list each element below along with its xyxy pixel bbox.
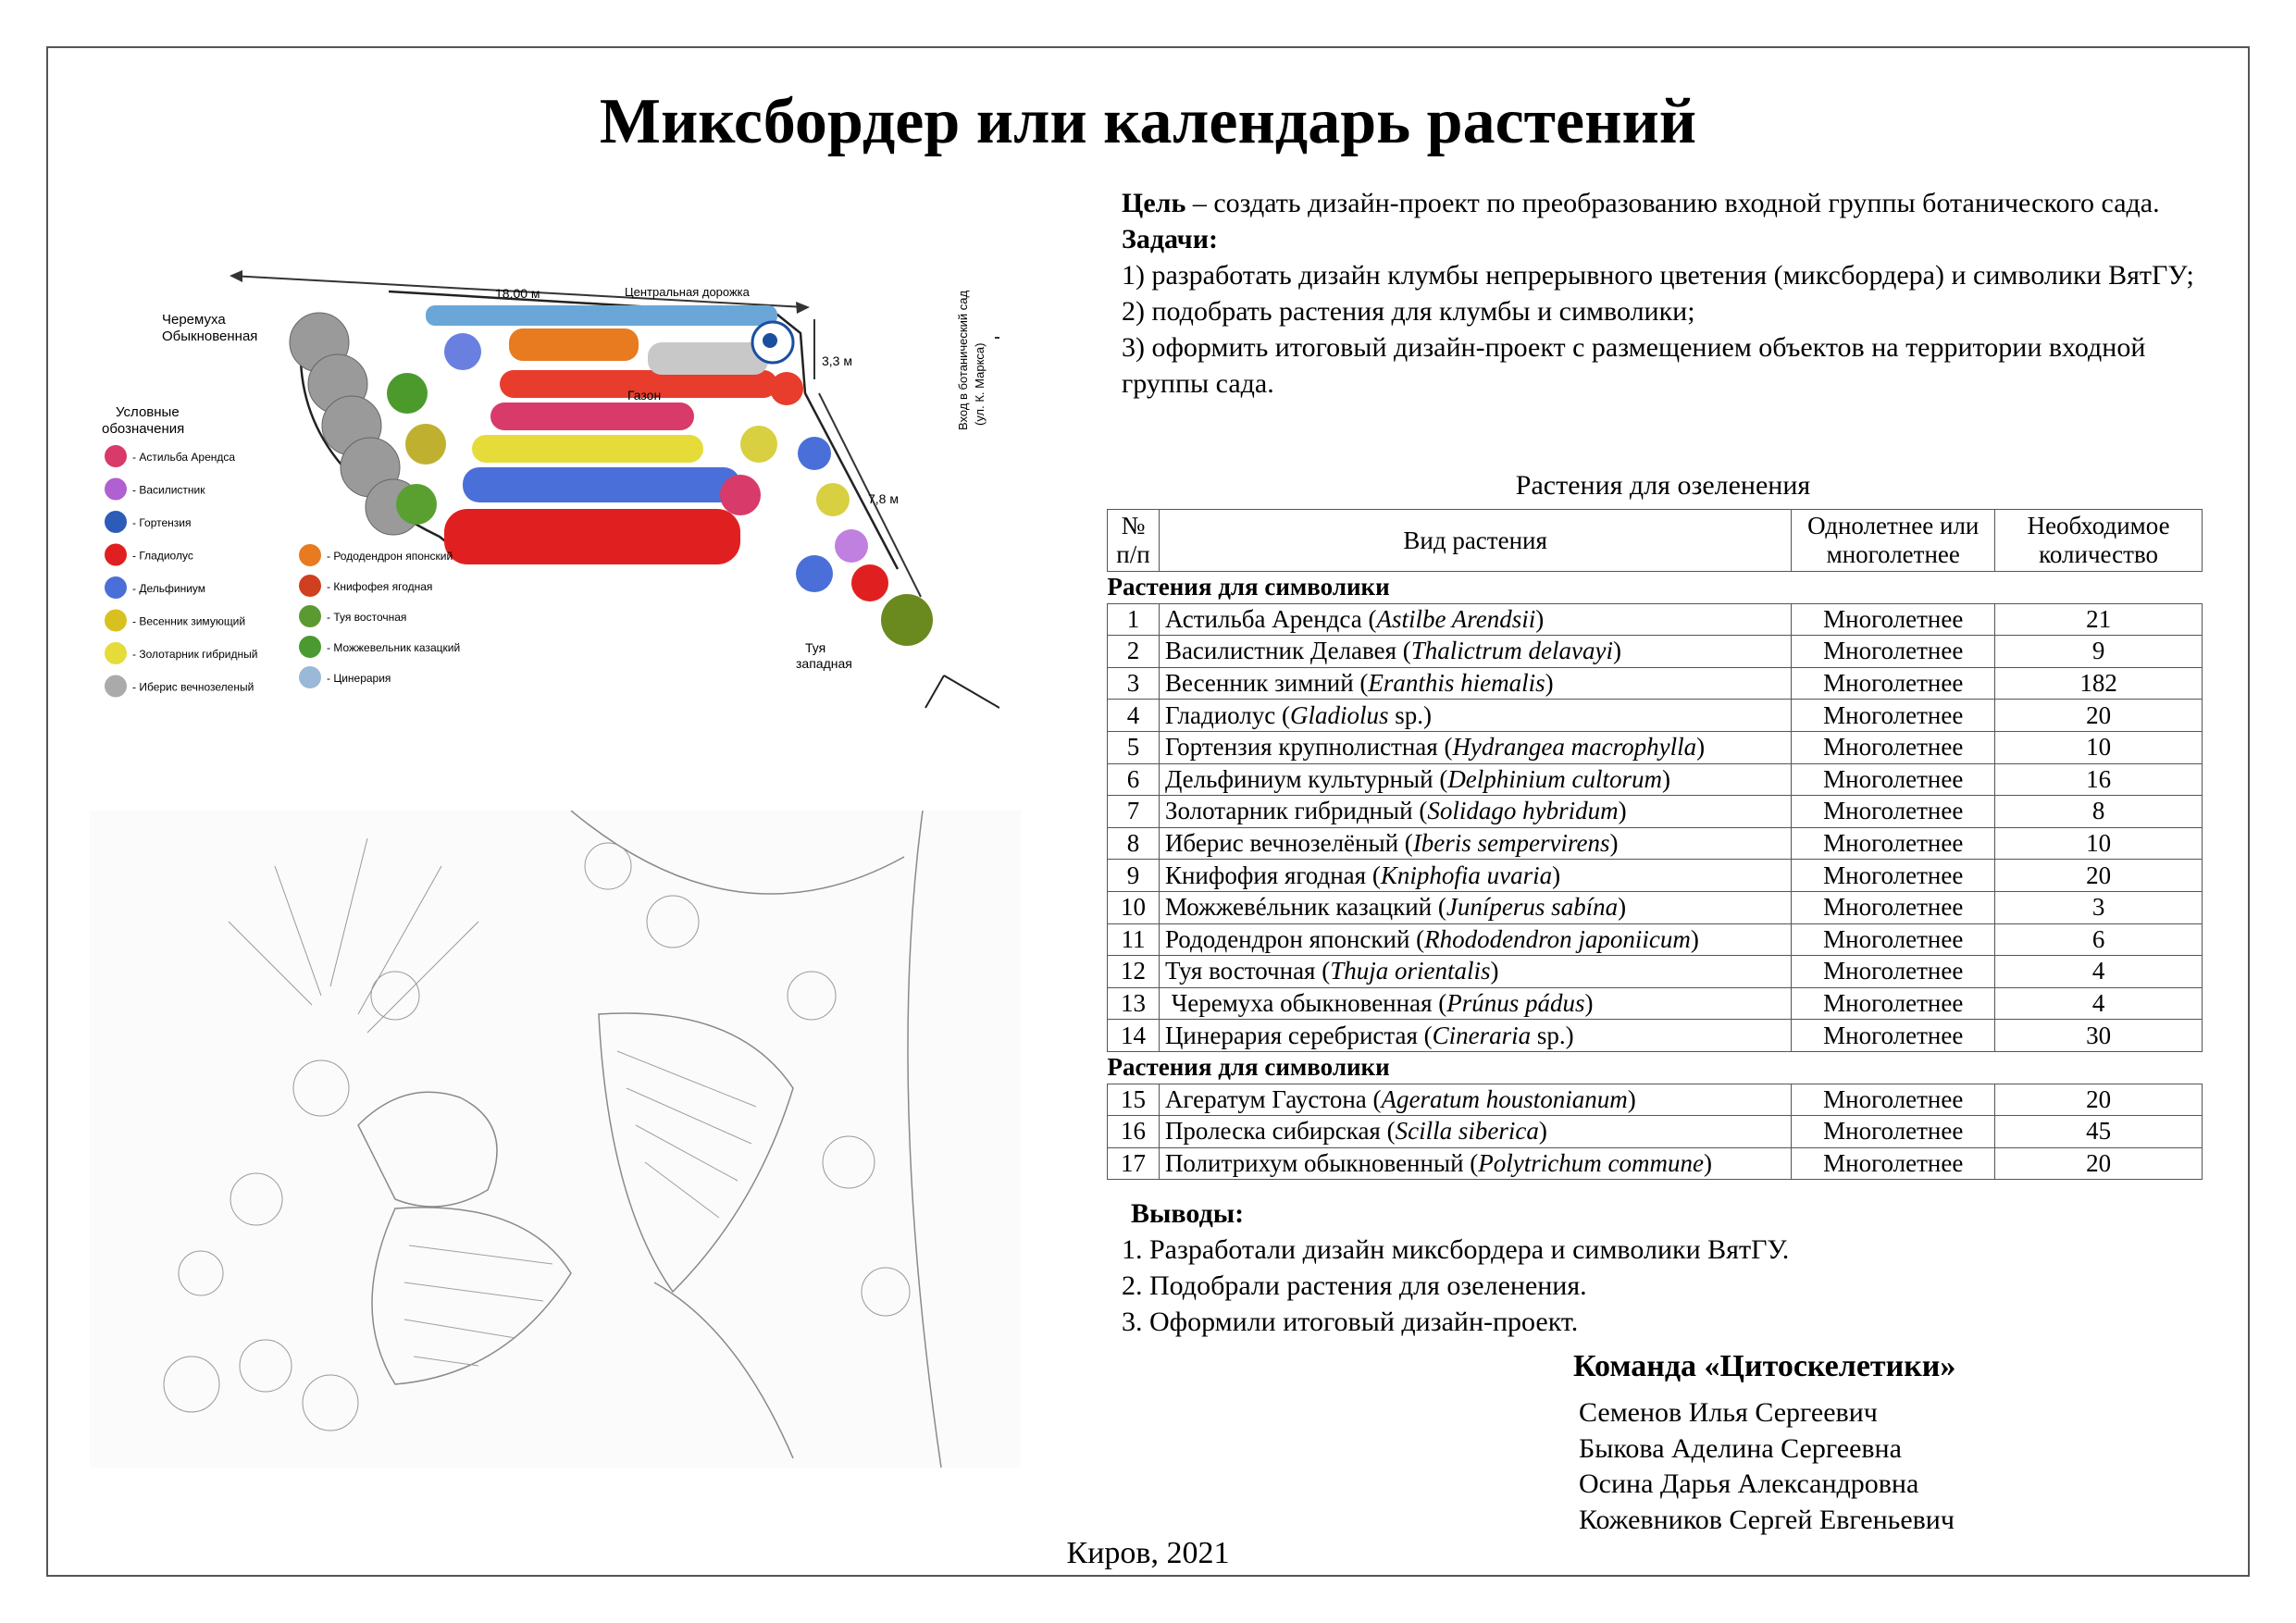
- cell-species: [1159, 1084, 1791, 1116]
- conclusions-title: Выводы:: [1131, 1198, 1245, 1229]
- legend-swatch: [105, 478, 127, 501]
- team-members: [1579, 1395, 1955, 1538]
- cell-species: [1159, 731, 1791, 763]
- species-tail: ): [1627, 1084, 1636, 1113]
- cell-species: [1159, 923, 1791, 956]
- cell-num: 6: [1108, 763, 1160, 796]
- legend-title: Условные обозначения: [102, 404, 185, 437]
- table-section-row: [1108, 1051, 2203, 1084]
- species-name: Туя восточная (: [1164, 957, 1331, 985]
- legend-swatch: [105, 445, 127, 467]
- cell-type: Многолетнее: [1792, 763, 1995, 796]
- dim-diag-label: 7,8 м: [868, 491, 899, 506]
- table-row: [1108, 923, 2203, 956]
- cell-num: 11: [1108, 923, 1160, 956]
- cell-qty: 30: [1995, 1020, 2203, 1052]
- cell-type: Многолетнее: [1792, 987, 1995, 1020]
- cell-qty: 20: [1995, 1147, 2203, 1180]
- species-tail: ): [1618, 893, 1627, 922]
- member-3: Осина Дарья Александровна: [1579, 1468, 1919, 1499]
- table-row: [1108, 796, 2203, 828]
- species-latin: Cineraria: [1432, 1021, 1532, 1049]
- cell-num: 15: [1108, 1084, 1160, 1116]
- species-name: Гладиолус (: [1164, 700, 1291, 729]
- pencil-sketch: [90, 811, 1021, 1468]
- cell-type: Многолетнее: [1792, 603, 1995, 636]
- cell-type: Многолетнее: [1792, 700, 1995, 732]
- cell-qty: 20: [1995, 1084, 2203, 1116]
- species-latin: Delphinium cultorum: [1447, 764, 1663, 793]
- cell-type: Многолетнее: [1792, 827, 1995, 860]
- legend-item: - Золотарник гибридный: [132, 648, 258, 661]
- species-latin: Thuja orientalis: [1330, 957, 1491, 985]
- cell-qty: 3: [1995, 891, 2203, 923]
- cell-type: Многолетнее: [1792, 796, 1995, 828]
- table-row: [1108, 667, 2203, 700]
- corner-line-2: [944, 675, 999, 708]
- species-tail: ): [1490, 957, 1499, 985]
- species-latin: Polytrichum commune: [1478, 1148, 1704, 1177]
- cell-species: [1159, 1020, 1791, 1052]
- cell-num: 17: [1108, 1147, 1160, 1180]
- legend-item: - Астильба Арендса: [132, 451, 236, 464]
- cell-species: [1159, 987, 1791, 1020]
- legend-swatch: [105, 675, 127, 698]
- cell-species: [1159, 636, 1791, 668]
- arrow-right-icon: [796, 302, 810, 314]
- species-latin: Astilbe Arendsii: [1376, 604, 1536, 633]
- cell-num: 2: [1108, 636, 1160, 668]
- legend-item: - Рододендрон японский: [327, 550, 453, 563]
- species-latin: Solidago hybridum: [1427, 797, 1619, 825]
- species-tail: ): [1552, 861, 1561, 889]
- cell-num: 12: [1108, 956, 1160, 988]
- cell-type: Многолетнее: [1792, 731, 1995, 763]
- species-tail: ): [1618, 797, 1627, 825]
- species-tail: ): [1690, 924, 1699, 953]
- species-tail: sp.): [1531, 1021, 1574, 1049]
- corner-line: [925, 675, 944, 708]
- cell-qty: 16: [1995, 763, 2203, 796]
- cell-num: 14: [1108, 1020, 1160, 1052]
- header-species: Вид растения: [1159, 510, 1791, 572]
- header-qty: Необходимое количество: [1995, 510, 2203, 572]
- thuja-label: Туя западная: [796, 640, 852, 671]
- species-tail: sp.): [1388, 700, 1433, 729]
- cell-species: [1159, 860, 1791, 892]
- legend-item: - Дельфиниум: [132, 582, 206, 595]
- cell-qty: 10: [1995, 731, 2203, 763]
- table-row: [1108, 1020, 2203, 1052]
- species-latin: Thalictrum delavayi: [1410, 637, 1613, 665]
- legend-item: - Туя восточная: [327, 611, 407, 624]
- species-name: Агератум Гаустона (: [1164, 1084, 1382, 1113]
- table-row: [1108, 956, 2203, 988]
- cell-qty: 182: [1995, 667, 2203, 700]
- cell-num: 5: [1108, 731, 1160, 763]
- legend-swatch: [105, 544, 127, 566]
- section-title: Растения для символики: [1108, 572, 2203, 604]
- species-latin: Eranthis hiemalis: [1368, 669, 1545, 698]
- species-name: Гортензия крупнолистная (: [1164, 733, 1453, 762]
- legend-item: - Иберис вечнозеленый: [132, 680, 254, 694]
- conclusion-2: 2. Подобрали растения для озеленения.: [1122, 1270, 1587, 1301]
- legend-swatch: [299, 544, 321, 566]
- species-tail: ): [1612, 637, 1621, 665]
- goal-label: Цель: [1122, 188, 1186, 218]
- legend-swatch: [105, 511, 127, 533]
- dim-top-label: 18.00 м: [495, 286, 540, 301]
- member-1: Семенов Илья Сергеевич: [1579, 1397, 1878, 1428]
- cell-qty: 20: [1995, 860, 2203, 892]
- species-name: Можжевéльник казацкий (: [1164, 893, 1446, 922]
- cell-num: 13: [1108, 987, 1160, 1020]
- cell-num: 7: [1108, 796, 1160, 828]
- goal-text: – создать дизайн-проект по преобразованию входной группы ботанического сада.: [1185, 188, 2160, 218]
- species-latin: Iberis sempervirens: [1412, 829, 1610, 858]
- table-row: [1108, 731, 2203, 763]
- species-latin: Scilla siberica: [1395, 1117, 1539, 1146]
- cell-type: Многолетнее: [1792, 923, 1995, 956]
- table-header-row: [1108, 510, 2203, 572]
- species-latin: Kniphofia uvaria: [1380, 861, 1553, 889]
- species-name: Дельфиниум культурный (: [1164, 764, 1448, 793]
- cell-species: [1159, 667, 1791, 700]
- cell-species: [1159, 700, 1791, 732]
- species-tail: ): [1662, 764, 1671, 793]
- dim-right-label: 3,3 м: [822, 353, 852, 368]
- team-title: Команда «Цитоскелетики»: [1573, 1349, 1956, 1383]
- table-row: [1108, 987, 2203, 1020]
- cell-species: [1159, 603, 1791, 636]
- species-tail: ): [1538, 1117, 1547, 1146]
- legend-item: - Весенник зимующий: [132, 614, 246, 628]
- goal-block: [1122, 185, 2223, 402]
- species-name: Черемуха обыкновенная (: [1164, 989, 1447, 1018]
- arrow-left-icon: [230, 270, 242, 282]
- cell-num: 10: [1108, 891, 1160, 923]
- conclusion-1: 1. Разработали дизайн миксбордера и символики ВятГУ.: [1122, 1234, 1790, 1265]
- cell-species: [1159, 956, 1791, 988]
- lawn-label: Газон: [627, 388, 662, 403]
- legend-item: - Гортензия: [132, 516, 192, 529]
- cell-qty: 10: [1995, 827, 2203, 860]
- conclusion-3: 3. Оформили итоговый дизайн-проект.: [1122, 1307, 1579, 1337]
- species-name: Василистник Делавея (: [1164, 637, 1411, 665]
- legend-swatch: [105, 576, 127, 599]
- species-latin: Hydrangea macrophylla: [1452, 733, 1697, 762]
- legend-left: [105, 445, 257, 698]
- table-row: [1108, 603, 2203, 636]
- species-name: Пролеска сибирская (: [1164, 1117, 1396, 1146]
- table-row: [1108, 1147, 2203, 1180]
- cell-species: [1159, 891, 1791, 923]
- species-tail: ): [1609, 829, 1619, 858]
- cell-type: Многолетнее: [1792, 1020, 1995, 1052]
- tasks-label: Задачи:: [1122, 224, 1219, 254]
- cell-species: [1159, 1116, 1791, 1148]
- cell-qty: 4: [1995, 987, 2203, 1020]
- cell-num: 9: [1108, 860, 1160, 892]
- legend-item: - Можжевельник казацкий: [327, 641, 461, 654]
- cell-num: 16: [1108, 1116, 1160, 1148]
- legend-swatch: [105, 642, 127, 664]
- cell-qty: 45: [1995, 1116, 2203, 1148]
- table-row: [1108, 1116, 2203, 1148]
- plants-table: [1107, 509, 2203, 1180]
- species-name: Книфофия ягодная (: [1164, 861, 1381, 889]
- task-2: 2) подобрать растения для клумбы и символики;: [1122, 296, 1695, 327]
- species-name: Золотарник гибридный (: [1164, 797, 1428, 825]
- species-latin: Ageratum houstonianum: [1381, 1084, 1628, 1113]
- species-latin: Gladiolus: [1290, 700, 1389, 729]
- cell-type: Многолетнее: [1792, 1116, 1995, 1148]
- legend-item: - Цинерария: [327, 672, 391, 685]
- table-row: [1108, 763, 2203, 796]
- legend-item: - Гладиолус: [132, 549, 193, 563]
- cell-qty: 8: [1995, 796, 2203, 828]
- conclusions: [1122, 1196, 1789, 1340]
- entrance-label: Вход в ботанический сад (ул. К. Маркса): [956, 290, 987, 430]
- cell-species: [1159, 763, 1791, 796]
- logo-dot: [763, 333, 777, 348]
- species-latin: Prúnus pádus: [1446, 989, 1585, 1018]
- legend-swatch: [299, 575, 321, 597]
- cell-species: [1159, 796, 1791, 828]
- cell-qty: 6: [1995, 923, 2203, 956]
- species-name: Рододендрон японский (: [1164, 924, 1425, 953]
- cell-num: 4: [1108, 700, 1160, 732]
- task-1: 1) разработать дизайн клумбы непрерывного цветения (миксбордера) и символики ВятГУ;: [1122, 260, 2194, 291]
- cell-qty: 9: [1995, 636, 2203, 668]
- cell-type: Многолетнее: [1792, 891, 1995, 923]
- legend-swatch: [299, 636, 321, 658]
- species-tail: ): [1535, 604, 1545, 633]
- table-section-row: [1108, 572, 2203, 604]
- species-name: Весенник зимний (: [1164, 669, 1369, 698]
- cell-type: Многолетнее: [1792, 636, 1995, 668]
- footer-city-year: Киров, 2021: [1066, 1536, 1230, 1570]
- table-row: [1108, 827, 2203, 860]
- species-latin: Juníperus sabína: [1446, 893, 1619, 922]
- task-3: 3) оформить итоговый дизайн-проект с размещением объектов на территории входной группы сада.: [1122, 332, 2146, 399]
- cell-type: Многолетнее: [1792, 1147, 1995, 1180]
- cell-type: Многолетнее: [1792, 956, 1995, 988]
- species-tail: ): [1584, 989, 1594, 1018]
- cherry-label: Черемуха Обыкновенная: [162, 312, 258, 344]
- cell-qty: 20: [1995, 700, 2203, 732]
- mixborder-plan: [74, 231, 999, 722]
- legend-swatch: [299, 666, 321, 688]
- species-tail: ): [1545, 669, 1554, 698]
- poster-title: Миксбордер или календарь растений: [599, 86, 1697, 157]
- cell-qty: 4: [1995, 956, 2203, 988]
- species-tail: ): [1696, 733, 1706, 762]
- species-name: Астильба Арендса (: [1164, 604, 1377, 633]
- legend-item: - Книфофея ягодная: [327, 580, 433, 593]
- section-title: Растения для символики: [1108, 1051, 2203, 1084]
- legend-right: [299, 544, 460, 688]
- table-row: [1108, 860, 2203, 892]
- path-label: Центральная дорожка: [625, 285, 750, 299]
- cell-num: 1: [1108, 603, 1160, 636]
- species-name: Политрихум обыкновенный (: [1164, 1148, 1479, 1177]
- cell-num: 8: [1108, 827, 1160, 860]
- cell-type: Многолетнее: [1792, 1084, 1995, 1116]
- cell-species: [1159, 1147, 1791, 1180]
- legend-swatch: [105, 610, 127, 632]
- legend-swatch: [299, 605, 321, 627]
- cell-type: Многолетнее: [1792, 667, 1995, 700]
- species-tail: ): [1703, 1148, 1712, 1177]
- species-name: Цинерария серебристая (: [1164, 1021, 1433, 1049]
- header-type: Однолетнее или многолетнее: [1792, 510, 1995, 572]
- legend-item: - Василистник: [132, 483, 205, 497]
- cell-qty: 21: [1995, 603, 2203, 636]
- species-latin: Rhododendron japoniicum: [1424, 924, 1691, 953]
- table-row: [1108, 700, 2203, 732]
- species-name: Иберис вечнозелёный (: [1164, 829, 1413, 858]
- cell-num: 3: [1108, 667, 1160, 700]
- table-row: [1108, 636, 2203, 668]
- table-row: [1108, 891, 2203, 923]
- cell-type: Многолетнее: [1792, 860, 1995, 892]
- header-num: № п/п: [1108, 510, 1160, 572]
- member-2: Быкова Аделина Сергеевна: [1579, 1432, 1902, 1464]
- cell-species: [1159, 827, 1791, 860]
- table-caption: Растения для озеленения: [1515, 470, 1811, 501]
- table-row: [1108, 1084, 2203, 1116]
- member-4: Кожевников Сергей Евгеньевич: [1579, 1504, 1955, 1535]
